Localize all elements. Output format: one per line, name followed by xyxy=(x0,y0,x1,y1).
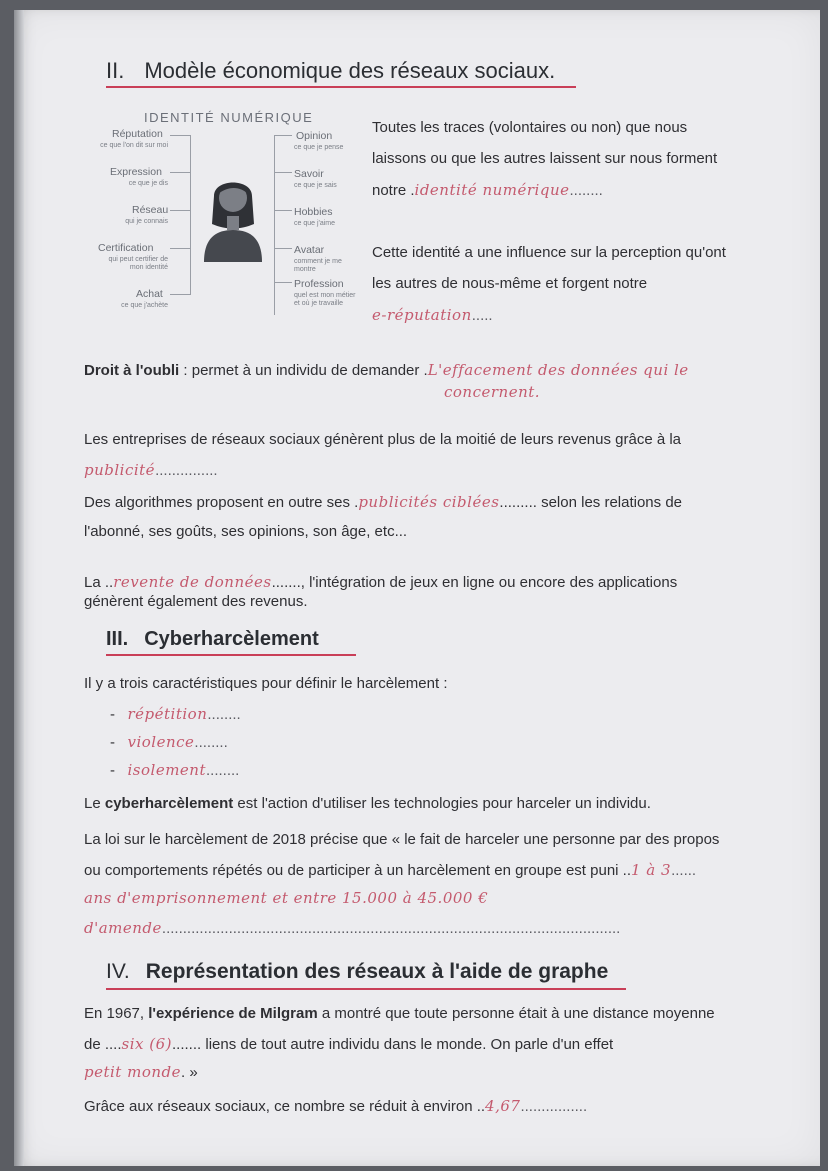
perception-line-3 xyxy=(372,305,493,326)
revenus-line-2 xyxy=(84,460,218,481)
connector xyxy=(274,135,275,315)
loi-line-1: La loi sur le harcèlement de 2018 précise que « le fait de harceler une personne par des propos xyxy=(84,831,720,848)
milgram-suffix: a montré que toute personne était à une distance moyenne xyxy=(317,1005,715,1022)
algos-suffix: ......... selon les relations de xyxy=(499,494,682,511)
revenus-line-1: Les entreprises de réseaux sociaux génèrent plus de la moitié de leurs revenus grâce à la xyxy=(84,431,682,448)
answer-identite-numerique: identité numérique xyxy=(414,181,570,199)
milgram-close: . » xyxy=(181,1064,198,1081)
traces-line-1: Toutes les traces (volontaires ou non) que nous xyxy=(372,119,688,136)
harcelement-item-2: - violence........ xyxy=(110,733,228,751)
connector xyxy=(274,135,292,136)
section-title: Cyberharcèlement xyxy=(144,628,319,650)
answer-six: six (6) xyxy=(121,1035,173,1053)
section-number: II. xyxy=(106,58,125,83)
algos-prefix: Des algorithmes proposent en outre ses . xyxy=(84,494,359,511)
answer-4-67: 4,67 xyxy=(485,1097,521,1115)
revente-prefix: La .. xyxy=(84,574,114,591)
milgram-term: l'expérience de Milgram xyxy=(148,1005,318,1022)
sub-certification: qui peut certifier de mon identité xyxy=(108,256,168,271)
label-achat: Achat xyxy=(136,288,163,300)
connector xyxy=(274,248,292,249)
connector xyxy=(190,135,191,295)
milgram-de: de .... xyxy=(84,1036,122,1053)
answer-e-reputation: e-réputation xyxy=(372,306,472,324)
droit-oubli-line xyxy=(84,360,689,381)
harcelement-item-3: - isolement........ xyxy=(110,761,240,779)
loi-line-2: ou comportements répétés ou de participer à un harcèlement en groupe est puni ..1 à 3...... xyxy=(84,861,697,879)
section-title: Modèle économique des réseaux sociaux. xyxy=(144,58,556,83)
sub-hobbies: ce que j'aime xyxy=(294,220,336,227)
section-iii-heading xyxy=(106,628,319,651)
answer-effacement: L'effacement des données qui le xyxy=(427,361,689,379)
figure-title: IDENTITÉ NUMÉRIQUE xyxy=(144,110,314,125)
connector xyxy=(274,172,292,173)
milgram-line-2-suffix: ....... liens de tout autre individu dans le monde. On parle d'un effet xyxy=(172,1036,614,1053)
algos-line-1 xyxy=(84,492,682,513)
milgram-prefix: En 1967, xyxy=(84,1005,149,1022)
answer-publicite: publicité xyxy=(84,461,156,479)
revente-line-2: génèrent également des revenus. xyxy=(84,593,308,610)
droit-oubli-text: : permet à un individu de demander . xyxy=(179,362,428,379)
person-avatar-icon xyxy=(200,166,266,262)
identite-numerique-figure xyxy=(84,110,364,330)
cyber-term: cyberharcèlement xyxy=(104,795,234,812)
milgram-line-4-text: Grâce aux réseaux sociaux, ce nombre se réduit à environ .. xyxy=(84,1098,486,1115)
revente-line-1 xyxy=(84,572,677,593)
sub-savoir: ce que je sais xyxy=(294,182,337,189)
answer-1-a-3: 1 à 3 xyxy=(631,861,672,879)
heading-underline xyxy=(106,654,356,656)
answer-repetition: répétition xyxy=(127,705,208,723)
perception-line-2: les autres de nous-même et forgent notre xyxy=(372,275,648,292)
sub-reputation: ce que l'on dit sur moi xyxy=(100,142,168,149)
section-number: III. xyxy=(106,628,129,650)
answer-concernent: concernent. xyxy=(444,383,541,401)
sub-reseau: qui je connais xyxy=(125,218,168,225)
connector xyxy=(274,282,292,283)
cyber-suffix: est l'action d'utiliser les technologies pour harceler un individu. xyxy=(233,795,651,812)
milgram-line-2 xyxy=(84,1034,613,1055)
traces-suffix: ........ xyxy=(569,182,603,199)
connector xyxy=(170,294,190,295)
answer-violence: violence xyxy=(127,733,195,751)
harcelement-intro: Il y a trois caractéristiques pour définir le harcèlement : xyxy=(84,675,448,692)
connector xyxy=(170,172,190,173)
answer-petit-monde: petit monde xyxy=(84,1063,181,1081)
revente-suffix: ......., l'intégration de jeux en ligne ou encore des applications xyxy=(271,574,678,591)
section-iv-heading xyxy=(106,960,608,984)
label-hobbies: Hobbies xyxy=(294,206,333,218)
cyber-prefix: Le xyxy=(84,795,105,812)
section-title: Représentation des réseaux à l'aide de graphe xyxy=(145,960,609,983)
label-reseau: Réseau xyxy=(132,204,169,216)
sub-achat: ce que j'achète xyxy=(121,302,168,309)
page-binding xyxy=(14,10,24,1166)
loi-line-2-text: ou comportements répétés ou de participer à un harcèlement en groupe est puni .. xyxy=(84,862,631,879)
answer-amende: d'amende xyxy=(84,919,162,937)
sub-expression: ce que je dis xyxy=(128,180,168,187)
item-dots: ........ xyxy=(207,706,241,723)
traces-line-3 xyxy=(372,180,603,201)
sub-profession: quel est mon métier et où je travaille xyxy=(294,292,356,307)
revenus-dots: ............... xyxy=(155,462,218,479)
sub-opinion: ce que je pense xyxy=(294,144,344,151)
item-dots: ........ xyxy=(206,762,240,779)
traces-line-2: laissons ou que les autres laissent sur nous forment xyxy=(372,150,718,167)
answer-isolement: isolement xyxy=(127,761,206,779)
label-expression: Expression xyxy=(110,166,162,178)
heading-underline xyxy=(106,988,626,990)
item-dots: ........ xyxy=(194,734,228,751)
perception-suffix: ..... xyxy=(471,307,493,324)
heading-underline xyxy=(106,86,576,88)
harcelement-item-1: - répétition........ xyxy=(110,705,241,723)
milgram-line-3 xyxy=(84,1062,198,1083)
loi-line-4: d'amende.............................................................................................................. xyxy=(84,919,621,937)
droit-oubli-term: Droit à l'oubli xyxy=(84,362,180,379)
answer-revente-donnees: revente de données xyxy=(113,573,272,591)
label-savoir: Savoir xyxy=(294,168,324,180)
label-reputation: Réputation xyxy=(112,128,163,140)
label-certification: Certification xyxy=(98,242,154,254)
connector xyxy=(170,248,190,249)
answer-emprisonnement: ans d'emprisonnement et entre 15.000 à 45.000 € xyxy=(84,889,489,907)
cyber-definition xyxy=(84,794,651,814)
worksheet-page xyxy=(14,10,820,1166)
connector xyxy=(274,210,292,211)
milgram-dots: ................ xyxy=(520,1098,588,1115)
perception-line-1: Cette identité a une influence sur la perception qu'ont xyxy=(372,244,726,261)
connector xyxy=(170,135,190,136)
label-avatar: Avatar xyxy=(294,244,325,256)
answer-publicites-ciblees: publicités ciblées xyxy=(358,493,500,511)
milgram-line-4 xyxy=(84,1096,587,1117)
label-profession: Profession xyxy=(294,278,344,290)
milgram-line-1 xyxy=(84,1004,715,1024)
sub-avatar: comment je me montre xyxy=(294,258,342,273)
algos-line-2: l'abonné, ses goûts, ses opinions, son âge, etc... xyxy=(84,523,408,540)
label-opinion: Opinion xyxy=(296,130,333,142)
connector xyxy=(170,210,190,211)
traces-prefix: notre . xyxy=(372,182,415,199)
section-number: IV. xyxy=(106,960,130,983)
section-ii-heading xyxy=(106,58,555,84)
